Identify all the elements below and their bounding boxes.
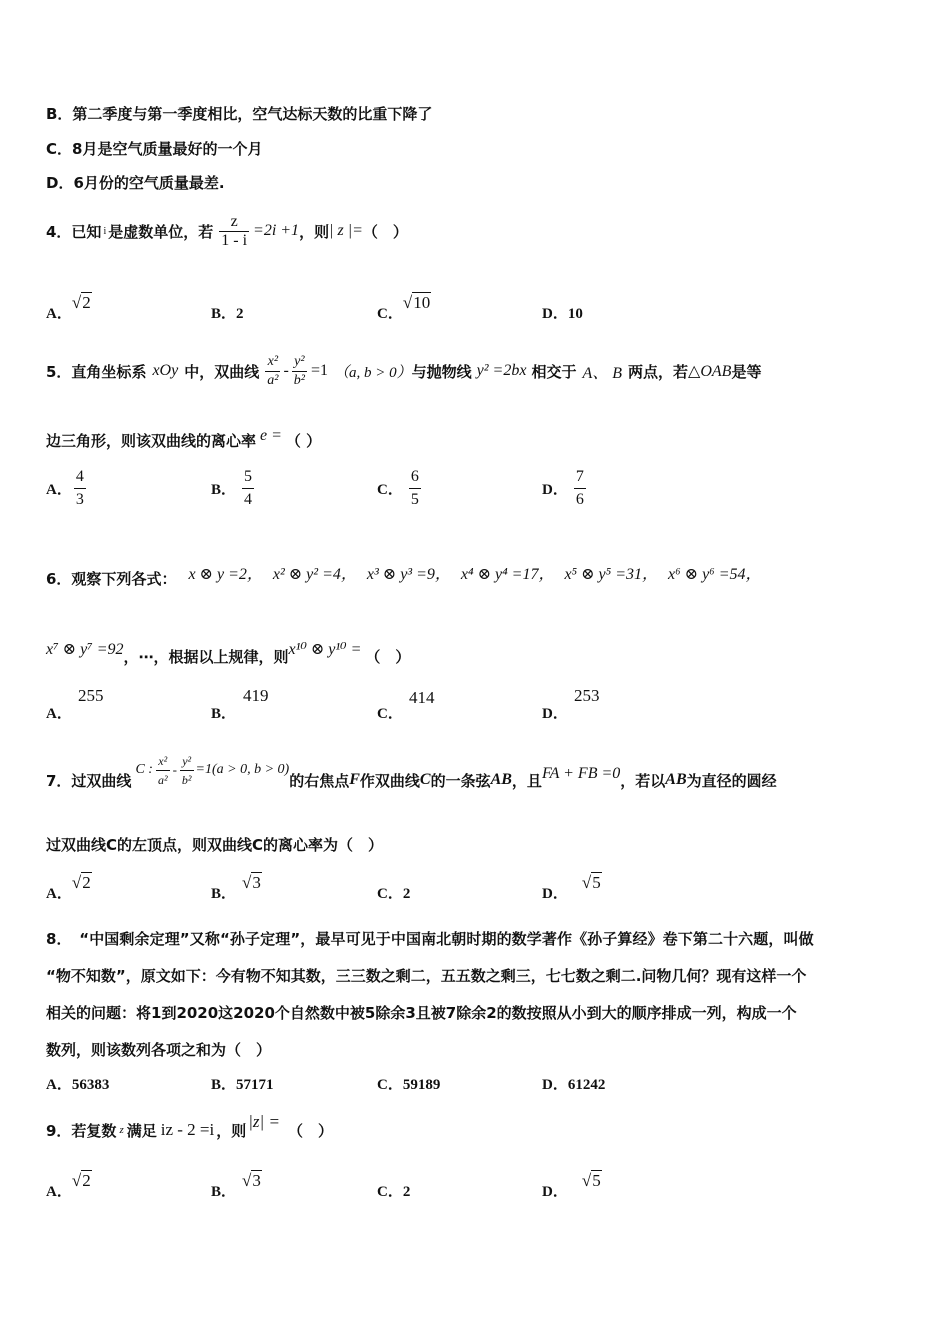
q4-option-b-label: B． — [211, 306, 237, 322]
question-5-line2 — [46, 426, 322, 451]
q5-triangle: △OAB — [688, 363, 732, 380]
q7-condition: =1(a > 0, b > 0) — [195, 762, 290, 777]
q5-option-c-label: C． — [377, 482, 403, 498]
q9-abs-z: |z| = — [248, 1112, 280, 1131]
q8-option-b[interactable] — [211, 1073, 274, 1094]
q7-mid2: 作双曲线 — [359, 771, 420, 790]
q7-ab2: AB — [665, 771, 687, 788]
q6-option-c-value: 414 — [409, 688, 435, 707]
q6-item-4: x⁴ ⊗ y⁴ =17， — [460, 566, 555, 583]
q5-option-c[interactable] — [377, 466, 421, 511]
q7-minus: - — [172, 762, 177, 777]
q4-fraction — [219, 213, 249, 250]
q4-option-d-value: 10 — [567, 306, 583, 322]
q7-ab: AB — [490, 771, 512, 788]
q7-c2: C — [419, 771, 431, 788]
q6-option-b-label: B． — [211, 706, 237, 722]
q5-option-d-num: 7 — [574, 466, 586, 489]
q7-option-b[interactable] — [211, 868, 262, 903]
q7-options — [46, 868, 906, 902]
q5-option-b-num: 5 — [242, 466, 254, 489]
q7-option-c[interactable] — [377, 882, 410, 903]
q5-frac-x — [265, 353, 280, 390]
q6-item-6: x⁶ ⊗ y⁶ =54， — [668, 566, 762, 583]
question-6-line2 — [46, 630, 410, 667]
q5-parabola: y² =2bx — [476, 362, 527, 379]
q6-option-a-label: A． — [46, 706, 72, 722]
q7-option-a-label: A． — [46, 886, 72, 902]
q7-option-d[interactable] — [542, 868, 602, 903]
q7-mid3: 的一条弦 — [430, 771, 491, 790]
q5-option-b-frac — [242, 466, 254, 511]
q5-option-c-frac — [409, 466, 421, 511]
q7-mid4: ，且 — [511, 771, 542, 790]
q5-option-d-frac — [574, 466, 586, 511]
q5-xoy: xOy — [152, 362, 179, 379]
q6-option-d-label: D． — [542, 706, 568, 722]
question-7-line2: 过双曲线C的左顶点，则双曲线C的离心率为（ ） — [46, 836, 384, 854]
sqrt-symbol: √5 — [581, 1171, 601, 1190]
q6-line2-expr: x⁷ ⊗ y⁷ =92 — [46, 640, 124, 658]
q5-options — [46, 466, 906, 518]
q5-mid4: 两点，若 — [628, 362, 689, 381]
q5-option-a-frac — [74, 466, 86, 511]
q9-option-b-label: B． — [211, 1184, 237, 1200]
q4-option-a[interactable] — [46, 288, 92, 323]
q7-frac-y-den: b² — [181, 772, 192, 787]
q9-option-a-value: 2 — [82, 1171, 91, 1190]
q4-option-d-label: D． — [542, 306, 568, 322]
q8-option-d-value: 61242 — [567, 1077, 606, 1093]
q8-option-a-label: A． — [46, 1077, 72, 1093]
q8-option-c-label: C． — [377, 1077, 403, 1093]
q6-line2-text: ，⋯，根据以上规律，则 — [123, 648, 289, 666]
q4-paren: （ ） — [362, 222, 408, 241]
q4-option-b[interactable] — [211, 302, 244, 323]
q8-option-d[interactable] — [542, 1073, 605, 1094]
q5-points: A、 B — [582, 364, 623, 382]
q7-vector-eq: FA + FB =0 — [541, 765, 621, 782]
q8-option-a[interactable] — [46, 1073, 109, 1094]
q5-prefix: 5．直角坐标系 — [46, 362, 147, 381]
q7-c: C : — [135, 762, 153, 777]
q5-mid3: 相交于 — [531, 362, 577, 381]
q7-option-a-value: 2 — [82, 873, 91, 892]
q5-eq1: =1 — [310, 362, 328, 379]
question-7-stem — [46, 744, 777, 796]
q5-paren: （ ） — [285, 432, 322, 450]
question-8-line2: “物不知数”，原文如下：今有物不知其数，三三数之剩二，五五数之剩三，七七数之剩二.问物几何？现有这样一个 — [46, 967, 807, 985]
q4-option-c-label: C． — [377, 306, 403, 322]
q4-option-a-label: A． — [46, 306, 72, 322]
q5-line2: 边三角形，则该双曲线的离心率 — [46, 432, 257, 450]
q9-prefix: 9．若复数 — [46, 1121, 117, 1140]
q9-paren: （ ） — [287, 1121, 333, 1140]
q6-line2-target: x¹⁰ ⊗ y¹⁰ = — [288, 640, 362, 658]
q9-options — [46, 1166, 906, 1200]
sqrt-symbol: √3 — [242, 1171, 261, 1190]
q4-i: i — [103, 225, 107, 237]
q7-frac-x-den: a² — [157, 772, 168, 787]
q5-option-c-num: 6 — [409, 466, 421, 489]
q5-mid2: 与抛物线 — [411, 362, 472, 381]
question-4-stem — [46, 206, 408, 256]
q6-item-2: x² ⊗ y² =4， — [272, 566, 357, 583]
q4-mid: 是虚数单位，若 — [108, 222, 214, 241]
q5-frac-y-num: y² — [292, 353, 307, 372]
q9-then: ，则 — [216, 1121, 247, 1140]
q7-frac-x-num: x² — [156, 752, 170, 771]
sqrt-symbol: √10 — [402, 293, 431, 312]
q4-options — [46, 288, 906, 322]
q6-paren: （ ） — [365, 648, 411, 666]
q6-option-a-value: 255 — [78, 686, 104, 705]
q4-equation: =2i +1 — [253, 222, 300, 239]
sqrt-symbol: √5 — [581, 873, 601, 892]
q8-option-c[interactable] — [377, 1073, 440, 1094]
q9-option-d-label: D． — [542, 1184, 568, 1200]
q6-option-b-value: 419 — [243, 686, 269, 705]
q4-numerator: z — [219, 213, 249, 232]
q5-mid: 中，双曲线 — [184, 362, 260, 381]
q7-end2: 为直径的圆经 — [686, 771, 777, 790]
q5-option-d[interactable] — [542, 466, 586, 511]
q6-options — [46, 684, 906, 724]
q9-option-a-label: A． — [46, 1184, 72, 1200]
question-5-stem — [46, 348, 761, 394]
q6-prefix: 6．观察下列各式： — [46, 570, 177, 588]
q7-option-a[interactable] — [46, 868, 92, 903]
q5-option-b-den: 4 — [244, 491, 253, 508]
q9-option-d-value: 5 — [592, 1171, 601, 1190]
q7-frac-y — [180, 752, 194, 789]
q9-option-c[interactable] — [377, 1180, 410, 1201]
q5-e: e = — [260, 426, 282, 444]
option-d-text: D．6月份的空气质量最差. — [46, 174, 225, 192]
q7-option-d-label: D． — [542, 886, 568, 902]
sqrt-symbol: √3 — [242, 873, 261, 892]
q9-option-d[interactable] — [542, 1166, 602, 1201]
q7-option-d-value: 5 — [592, 873, 601, 892]
q5-option-c-den: 5 — [410, 491, 419, 508]
q8-option-a-value: 56383 — [71, 1077, 110, 1093]
question-8-line4: 数列，则该数列各项之和为（ ） — [46, 1041, 272, 1059]
question-9-stem — [46, 1110, 333, 1144]
q5-minus: - — [283, 362, 289, 379]
q6-option-d-value: 253 — [574, 686, 600, 705]
q7-option-b-value: 3 — [252, 873, 261, 892]
q5-frac-y-den: b² — [293, 372, 305, 388]
q7-f: F — [349, 771, 360, 788]
q4-abs-z: | z |= — [329, 222, 363, 239]
q9-option-c-value: 2 — [402, 1184, 411, 1200]
q5-option-a-den: 3 — [75, 491, 84, 508]
sqrt-symbol: √2 — [71, 293, 91, 312]
q8-option-c-value: 59189 — [402, 1077, 441, 1093]
q4-prefix: 4．已知 — [46, 222, 102, 241]
q8-option-b-label: B． — [211, 1077, 237, 1093]
option-b-text: B．第二季度与第一季度相比，空气达标天数的比重下降了 — [46, 105, 433, 123]
q4-option-d[interactable] — [542, 302, 583, 323]
q5-option-b-label: B． — [211, 482, 237, 498]
question-8-line1: 8． “中国剩余定理”又称“孙子定理”，最早可见于中国南北朝时期的数学著作《孙子算经》卷下第二十六题，叫做 — [46, 930, 814, 948]
q7-mid: 的右焦点 — [289, 771, 350, 790]
q8-option-b-value: 57171 — [236, 1077, 274, 1093]
q6-option-c-label: C． — [377, 706, 403, 722]
q9-option-b-value: 3 — [252, 1171, 261, 1190]
q9-option-a[interactable] — [46, 1166, 92, 1201]
question-6-stem — [46, 556, 762, 589]
q5-option-d-label: D． — [542, 482, 568, 498]
q9-option-c-label: C． — [377, 1184, 403, 1200]
q5-option-a-label: A． — [46, 482, 72, 498]
q5-end: 是等 — [731, 362, 762, 381]
q9-equation: iz - 2 =i — [160, 1120, 215, 1139]
q7-end: ，若以 — [620, 771, 666, 790]
q7-option-c-value: 2 — [402, 886, 411, 902]
option-c-text: C．8月是空气质量最好的一个月 — [46, 140, 263, 158]
q7-option-c-label: C． — [377, 886, 403, 902]
q4-denominator: 1 - i — [221, 231, 248, 249]
q4-then: ，则 — [299, 222, 330, 241]
q5-frac-x-den: a² — [267, 372, 279, 388]
sqrt-symbol: √2 — [71, 1171, 91, 1190]
q5-condition: （a, b > 0） — [334, 364, 412, 381]
q8-option-d-label: D． — [542, 1077, 568, 1093]
q8-options — [46, 1073, 906, 1095]
q7-option-b-label: B． — [211, 886, 237, 902]
q7-prefix: 7．过双曲线 — [46, 771, 132, 790]
q4-option-b-value: 2 — [236, 306, 244, 322]
q6-item-3: x³ ⊗ y³ =9， — [366, 566, 451, 583]
q4-option-a-value: 2 — [82, 293, 91, 312]
question-8-line3: 相关的问题：将1到2020这2020个自然数中被5除余3且被7除余2的数按照从小到大的顺序排成一列，构成一个 — [46, 1004, 797, 1022]
q5-frac-x-num: x² — [265, 353, 280, 372]
q5-option-b[interactable] — [211, 466, 254, 511]
q4-option-c[interactable] — [377, 288, 431, 323]
q9-option-b[interactable] — [211, 1166, 262, 1201]
q5-option-a[interactable] — [46, 466, 86, 511]
sqrt-symbol: √2 — [71, 873, 91, 892]
q5-option-a-num: 4 — [74, 466, 86, 489]
q9-z: z — [119, 1124, 124, 1136]
q9-mid: 满足 — [126, 1121, 157, 1140]
q5-frac-y — [292, 353, 307, 390]
q7-frac-x — [156, 752, 170, 789]
q6-item-5: x⁵ ⊗ y⁵ =31， — [564, 566, 658, 583]
q7-frac-y-num: y² — [180, 752, 194, 771]
q5-option-d-den: 6 — [575, 491, 584, 508]
q6-item-1: x ⊗ y =2， — [188, 566, 263, 583]
q4-option-c-value: 10 — [413, 293, 431, 312]
